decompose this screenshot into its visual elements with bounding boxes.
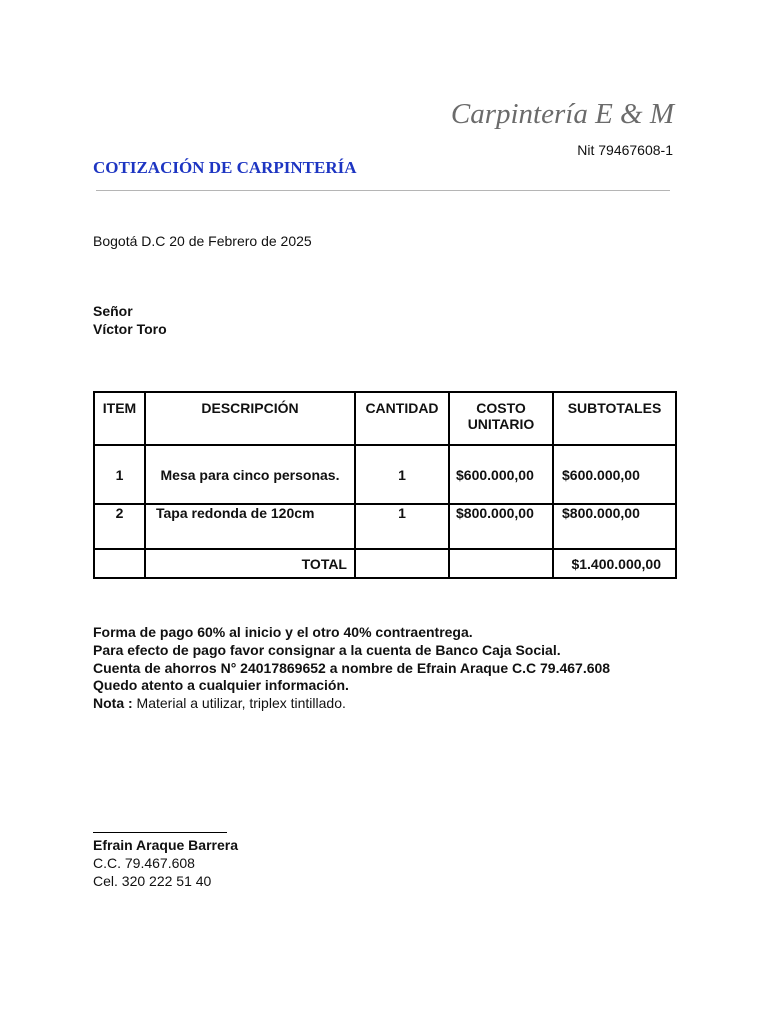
row-item: 2	[94, 504, 145, 549]
company-name: Carpintería E & M	[450, 98, 674, 130]
row-subtotal: $800.000,00	[553, 504, 676, 549]
total-value: $1.400.000,00	[553, 549, 676, 578]
table-row	[94, 504, 676, 549]
table-header-row	[94, 392, 676, 445]
note-label: Nota :	[93, 695, 133, 712]
row-quantity: 1	[355, 445, 449, 504]
company-nit: Nit 79467608-1	[577, 142, 673, 158]
closing-line: Quedo atento a cualquier información.	[93, 677, 349, 694]
total-label: TOTAL	[145, 549, 355, 578]
deposit-instructions: Para efecto de pago favor consignar a la cuenta de Banco Caja Social.	[93, 641, 561, 658]
header-unit-cost-line2: UNITARIO	[467, 416, 535, 432]
header-unit-cost-line1: COSTO	[476, 400, 526, 416]
signature-line	[93, 832, 227, 833]
header-unit-cost	[449, 392, 553, 445]
total-empty-cell	[449, 549, 553, 578]
quote-table	[93, 391, 677, 579]
recipient-name: Víctor Toro	[93, 321, 167, 337]
signer-id: C.C. 79.467.608	[93, 854, 195, 871]
row-item: 1	[94, 445, 145, 504]
payment-terms	[93, 624, 610, 713]
header-quantity: CANTIDAD	[355, 392, 449, 445]
note-text: Material a utilizar, triplex tintillado.	[132, 695, 346, 712]
date-line: Bogotá D.C 20 de Febrero de 2025	[93, 233, 312, 249]
header-item: ITEM	[94, 392, 145, 445]
row-subtotal: $600.000,00	[553, 445, 676, 504]
row-description: Tapa redonda de 120cm	[145, 504, 355, 549]
signature-block	[93, 837, 238, 890]
signer-phone: Cel. 320 222 51 40	[93, 872, 212, 889]
table-row	[94, 445, 676, 504]
total-empty-cell	[94, 549, 145, 578]
document-title: COTIZACIÓN DE CARPINTERÍA	[93, 158, 357, 177]
account-details: Cuenta de ahorros N° 24017869652 a nombre de Efrain Araque C.C 79.467.608	[93, 659, 611, 676]
header-description: DESCRIPCIÓN	[145, 392, 355, 445]
header-divider	[96, 190, 670, 191]
signer-name: Efrain Araque Barrera	[93, 837, 238, 853]
row-quantity: 1	[355, 504, 449, 549]
row-unit-cost: $600.000,00	[449, 445, 553, 504]
note-line	[93, 695, 610, 713]
row-description: Mesa para cinco personas.	[145, 445, 355, 504]
recipient-salutation: Señor	[93, 303, 133, 319]
payment-terms-line: Forma de pago 60% al inicio y el otro 40% contraentrega.	[93, 624, 473, 640]
total-empty-cell	[355, 549, 449, 578]
row-unit-cost: $800.000,00	[449, 504, 553, 549]
header-subtotal: SUBTOTALES	[553, 392, 676, 445]
total-row	[94, 549, 676, 578]
